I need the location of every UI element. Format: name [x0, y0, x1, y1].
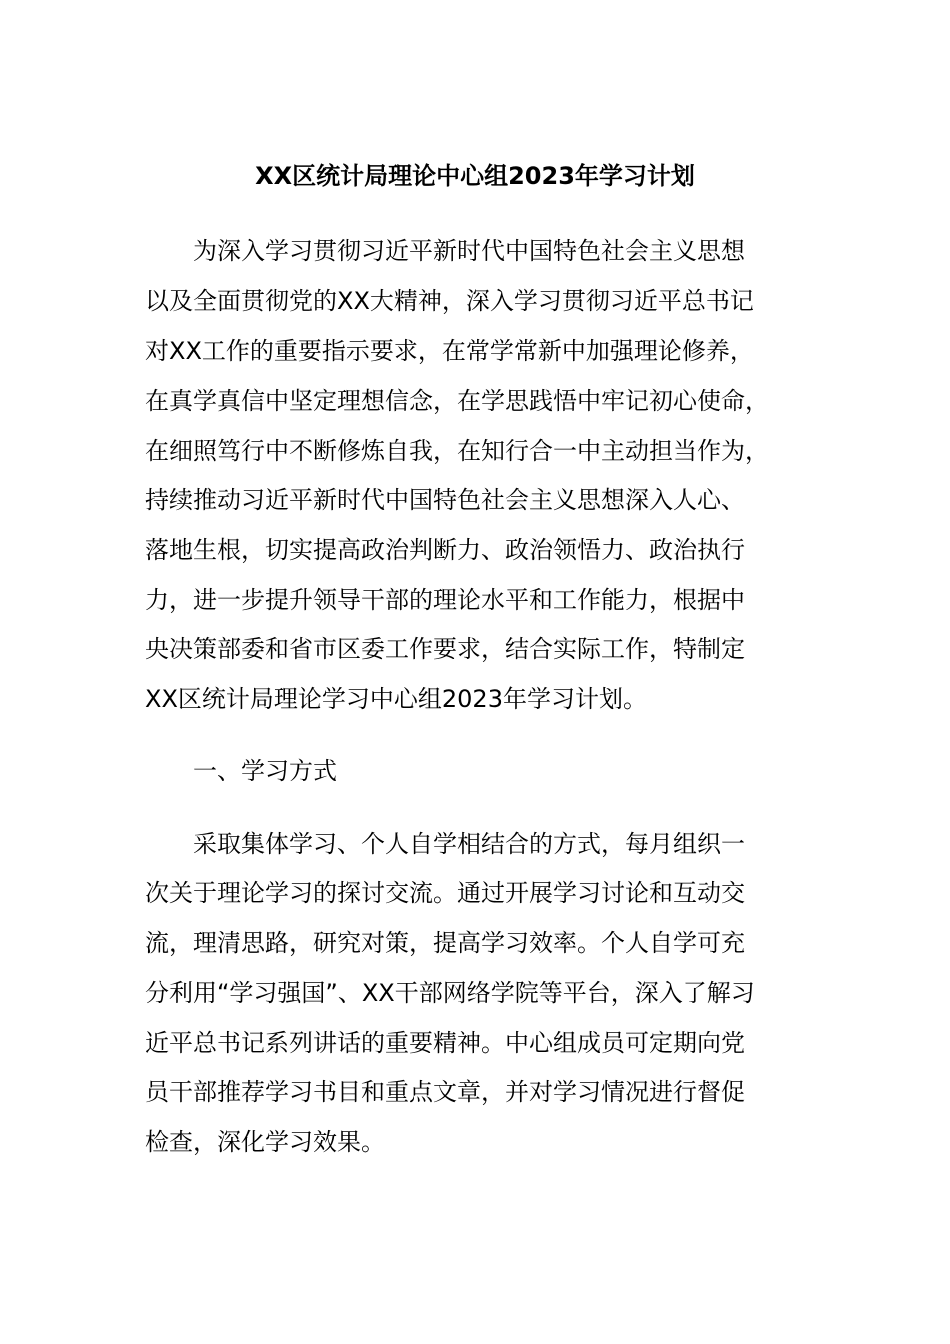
document-title: XX区统计局理论中心组2023年学习计划: [255, 162, 695, 190]
section-line: 流，理清思路，研究对策，提高学习效率。个人自学可充: [145, 929, 745, 957]
section-heading-study-method: 一、学习方式: [193, 757, 337, 785]
intro-line: 持续推动习近平新时代中国特色社会主义思想深入人心、: [145, 486, 745, 514]
intro-line: 央决策部委和省市区委工作要求，结合实际工作，特制定: [145, 635, 745, 663]
intro-line: 落地生根，切实提高政治判断力、政治领悟力、政治执行: [145, 536, 745, 564]
intro-line: 在真学真信中坚定理想信念，在学思践悟中牢记初心使命，: [145, 387, 769, 415]
intro-line: 为深入学习贯彻习近平新时代中国特色社会主义思想: [193, 237, 745, 265]
intro-line: 对XX工作的重要指示要求，在常学常新中加强理论修养，: [145, 337, 754, 365]
section-line: 检查，深化学习效果。: [145, 1128, 385, 1156]
intro-line: 力，进一步提升领导干部的理论水平和工作能力，根据中: [145, 586, 745, 614]
section-line: 近平总书记系列讲话的重要精神。中心组成员可定期向党: [145, 1029, 745, 1057]
section-line: 次关于理论学习的探讨交流。通过开展学习讨论和互动交: [145, 879, 745, 907]
intro-line: 以及全面贯彻党的XX大精神，深入学习贯彻习近平总书记: [145, 287, 754, 315]
intro-line: 在细照笃行中不断修炼自我，在知行合一中主动担当作为，: [145, 437, 769, 465]
section-line: 分利用“学习强国”、XX干部网络学院等平台，深入了解习: [145, 979, 755, 1007]
intro-line: XX区统计局理论学习中心组2023年学习计划。: [145, 685, 647, 713]
section-line: 员干部推荐学习书目和重点文章，并对学习情况进行督促: [145, 1078, 745, 1106]
section-line: 采取集体学习、个人自学相结合的方式，每月组织一: [193, 830, 745, 858]
